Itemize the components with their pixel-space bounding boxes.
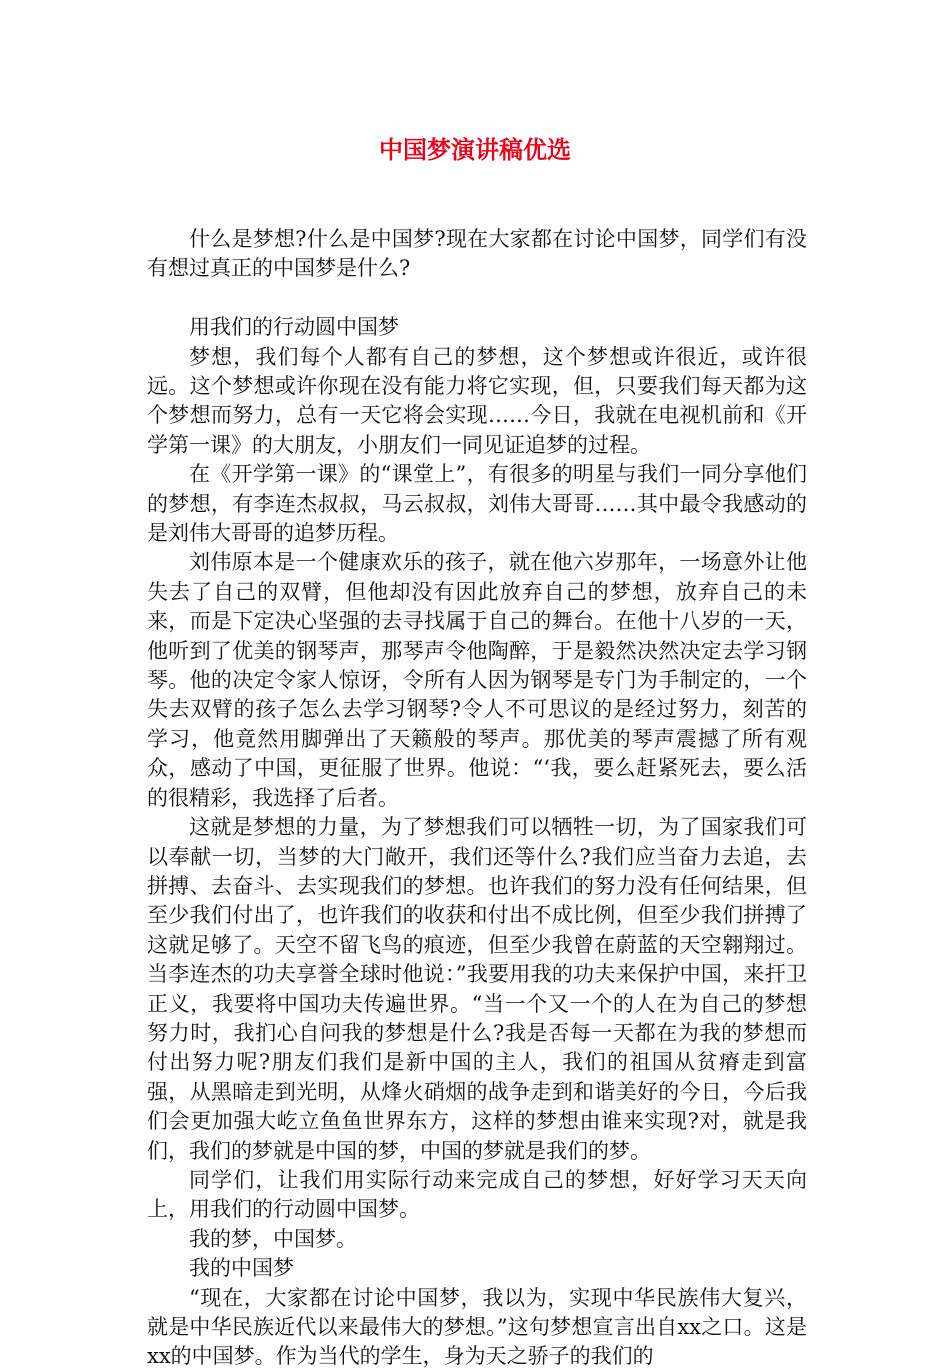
paragraph-first-lesson: 在《开学第一课》的“课堂上”，有很多的明星与我们一同分享他们的梦想，有李连杰叔叔，马云叔叔，刘伟大哥哥……其中最令我感动的是刘伟大哥哥的追梦历程。	[147, 462, 807, 546]
paragraph-intro: 什么是梦想?什么是中国梦?现在大家都在讨论中国梦，同学们有没有想过真正的中国梦是什么?	[147, 227, 807, 281]
section-heading-2: 我的中国梦	[189, 1256, 294, 1281]
paragraph-call-to-action: 同学们，让我们用实际行动来完成自己的梦想，好好学习天天向上，用我们的行动圆中国梦。	[147, 1167, 807, 1222]
paragraph-power-of-dream: 这就是梦想的力量，为了梦想我们可以牺牲一切，为了国家我们可以奉献一切，当梦的大门敞开，我们还等什么?我们应当奋力去追，去拼搏、去奋斗、去实现我们的梦想。也许我们的努力没有任何结果，但至少我们付出了，也许我们的收获和付出不成比例，但至少我们拼搏了这就足够了。天空不留飞鸟的痕迹，但至少我曾在蔚蓝的天空翱翔过。当李连杰的功夫享誉全球时他说：”我要用我的功夫来保护中国，来扞卫正义，我要将中国功夫传遍世界。“当一个又一个的人在为自己的梦想努力时，我扪心自问我的梦想是什么?我是否每一天都在为我的梦想而付出努力呢?朋友们我们是新中国的主人，我们的祖国从贫瘠走到富强，从黑暗走到光明，从烽火硝烟的战争走到和谐美好的今日，今后我们会更加强大屹立鱼鱼世界东方，这样的梦想由谁来实现?对，就是我们，我们的梦就是中国的梦，中国的梦就是我们的梦。	[147, 815, 807, 1163]
paragraph-my-dream: 我的梦，中国梦。	[189, 1226, 357, 1251]
document-body	[147, 225, 807, 1372]
paragraph-dream: 梦想，我们每个人都有自己的梦想，这个梦想或许很近，或许很远。这个梦想或许你现在没有能力将它实现，但，只要我们每天都为这个梦想而努力，总有一天它将会实现……今日，我就在电视机前和《开学第一课》的大朋友，小朋友们一同见证追梦的过程。	[147, 344, 807, 457]
paragraph-liu-wei: 刘伟原本是一个健康欢乐的孩子，就在他六岁那年，一场意外让他失去了自己的双臂，但他却没有因此放弃自己的梦想，放弃自己的未来，而是下定决心坚强的去寻找属于自己的舞台。在他十八岁的一天，他听到了优美的钢琴声，那琴声令他陶醉，于是毅然决然决定去学习钢琴。他的决定令家人惊讶，令所有人因为钢琴是专门为手制定的，一个失去双臂的孩子怎么去学习钢琴?令人不可思议的是经过努力，刻苦的学习，他竟然用脚弹出了天籁般的琴声。那优美的琴声震撼了所有观众，感动了中国，更征服了世界。他说：“‘我，要么赶紧死去，要么活的很精彩，我选择了后者。	[147, 550, 807, 810]
paragraph-quote: “现在，大家都在讨论中国梦，我以为，实现中华民族伟大复兴，就是中华民族近代以来最伟大的梦想。”这句梦想宣言出自xx之口。这是xx的中国梦。作为当代的学生，身为天之骄子的我们的	[147, 1285, 807, 1369]
paragraph-gap	[147, 284, 807, 313]
document-title: 中国梦演讲稿优选	[379, 136, 571, 164]
section-heading: 用我们的行动圆中国梦	[189, 315, 399, 340]
